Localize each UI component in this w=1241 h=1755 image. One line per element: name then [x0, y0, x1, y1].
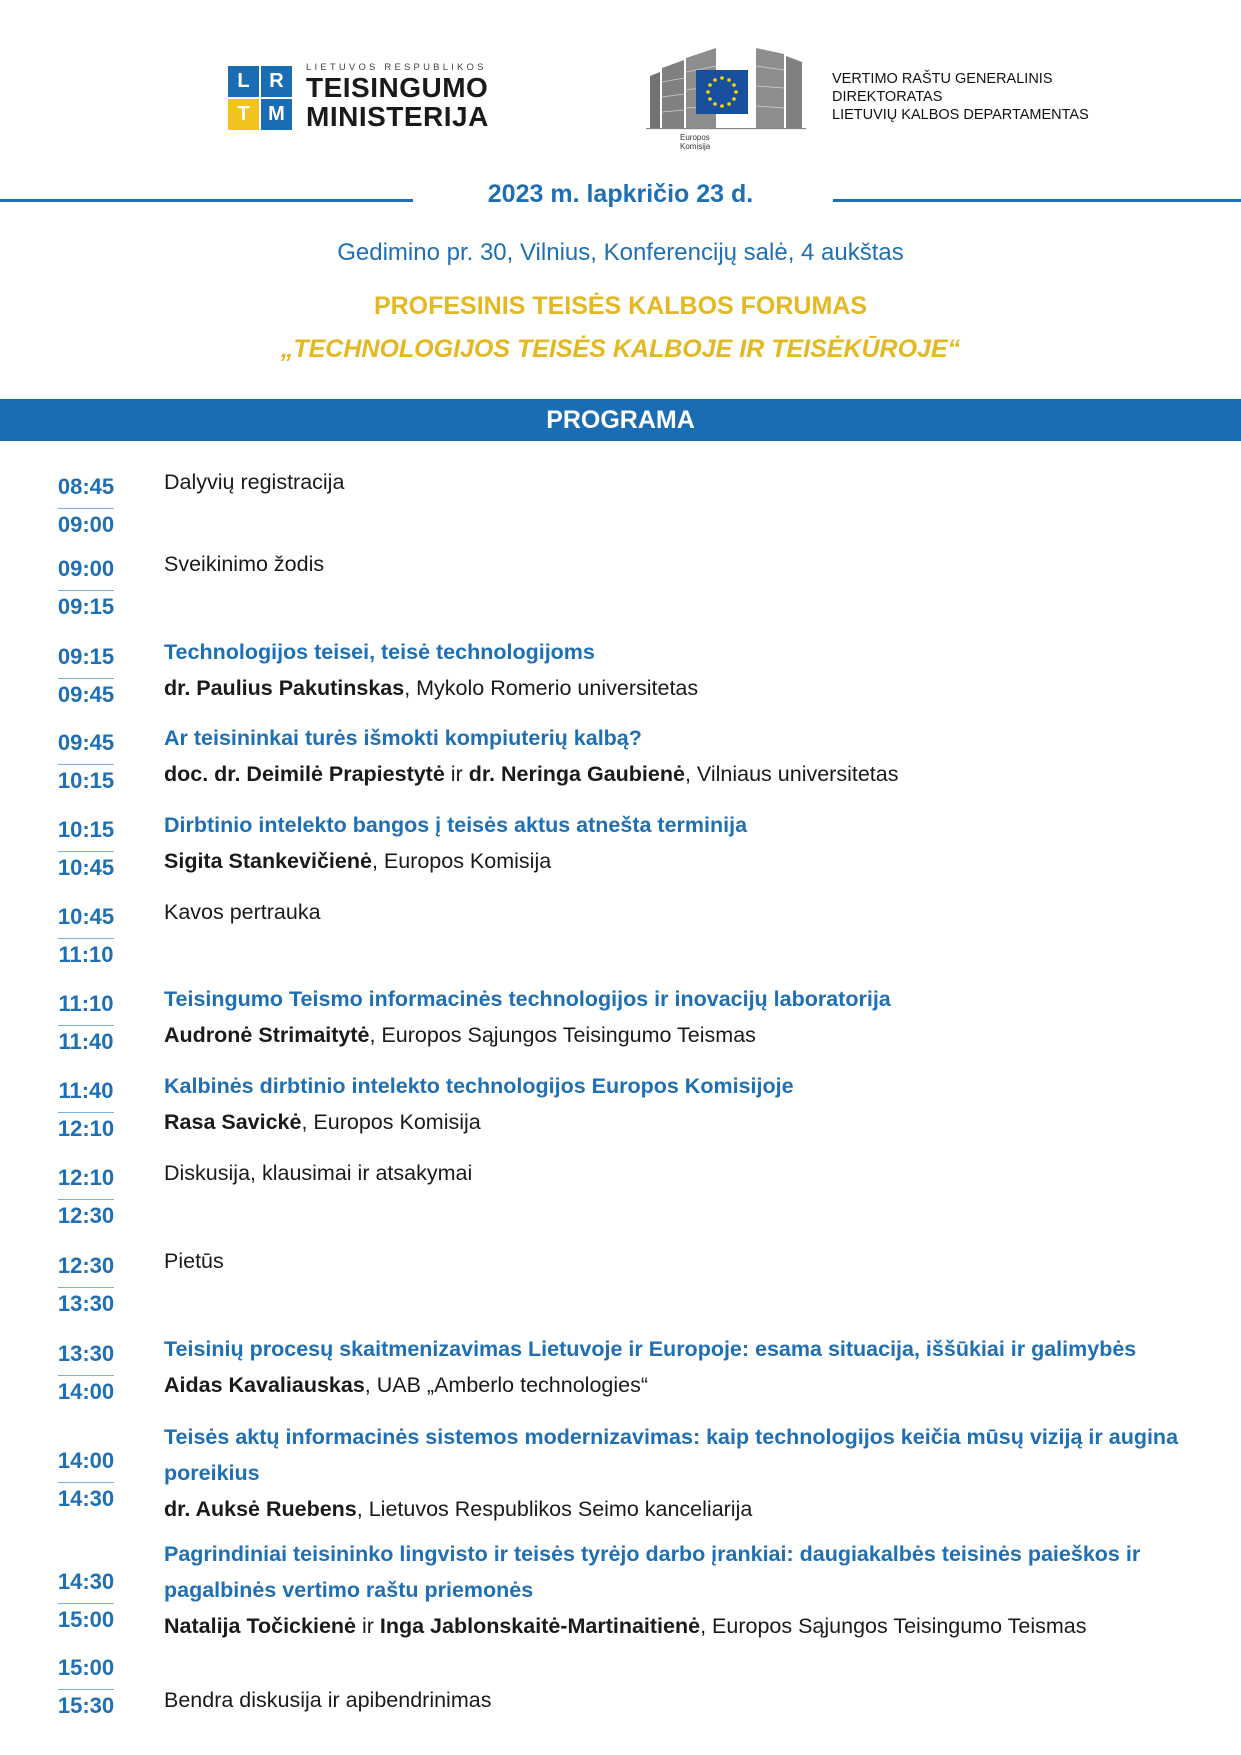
session-content	[164, 1155, 1214, 1191]
ec-line1: VERTIMO RAŠTU GENERALINIS	[832, 71, 1053, 87]
session-label: Kavos pertrauka	[164, 900, 321, 924]
talk-title: Teisės aktų informacinės sistemos modernizavimas: kaip technologijos keičia mūsų viziją ir augina poreikius	[164, 1425, 1179, 1485]
time-divider	[58, 590, 114, 591]
ec-logo-label-2: Komisija	[680, 142, 711, 151]
talk-title: Kalbinės dirbtinio intelekto technologijos Europos Komisijoje	[164, 1074, 794, 1098]
end-time: 12:10	[57, 1116, 115, 1141]
speaker-affiliation: , Europos Sąjungos Teisingumo Teismas	[369, 1023, 756, 1047]
session-content	[164, 546, 1214, 582]
speaker-line	[164, 1491, 1214, 1527]
lrtm-line2: MINISTERIJA	[306, 101, 489, 132]
speaker-affiliation: , Europos Komisija	[301, 1110, 481, 1134]
time-divider	[58, 678, 114, 679]
event-date: 2023 m. lapkričio 23 d.	[487, 180, 754, 208]
speaker-line	[164, 1608, 1214, 1644]
start-time: 11:10	[58, 991, 114, 1016]
start-time: 09:15	[57, 644, 115, 669]
speaker-line	[164, 843, 1214, 879]
end-time: 09:00	[57, 512, 115, 537]
start-time: 10:15	[57, 817, 115, 842]
end-time: 12:30	[57, 1203, 115, 1228]
end-time: 10:45	[57, 855, 115, 880]
speaker-line	[164, 1104, 1214, 1140]
speaker-affiliation: , Lietuvos Respublikos Seimo kanceliarija	[356, 1497, 753, 1521]
lrtm-letter-m: M	[261, 99, 292, 130]
speaker-name: Rasa Savickė	[164, 1110, 302, 1134]
speaker-line	[164, 756, 1214, 792]
end-time: 15:30	[57, 1693, 115, 1718]
talk-title: Technologijos teisei, teisė technologijoms	[164, 640, 595, 664]
session-content	[164, 720, 1214, 792]
end-time: 09:15	[57, 594, 115, 619]
time-divider	[58, 764, 114, 765]
ec-logo-label-1: Europos	[680, 133, 710, 142]
speaker-name: Inga Jablonskaitė-Martinaitienė	[379, 1614, 701, 1638]
start-time: 08:45	[57, 474, 115, 499]
session-label: Dalyvių registracija	[164, 470, 345, 494]
time-divider	[58, 1112, 114, 1113]
time-divider	[58, 1287, 114, 1288]
european-commission-logo	[646, 42, 806, 152]
session-label: Sveikinimo žodis	[164, 552, 325, 576]
speaker-line	[164, 1017, 1214, 1053]
session-content	[164, 1068, 1214, 1140]
speaker-affiliation: , Vilniaus universitetas	[684, 762, 899, 786]
session-label: Bendra diskusija ir apibendrinimas	[164, 1688, 492, 1712]
talk-title: Teisingumo Teismo informacinės technologijos ir inovacijų laboratorija	[164, 987, 891, 1011]
end-time: 09:45	[57, 682, 115, 707]
time-divider	[58, 1025, 114, 1026]
session-content	[164, 981, 1214, 1053]
ec-line2: DIREKTORATAS	[832, 89, 943, 105]
session-content	[164, 894, 1214, 930]
time-divider	[58, 1199, 114, 1200]
speaker-name: dr. Paulius Pakutinskas	[164, 676, 405, 700]
lrtm-letter-l: L	[228, 66, 259, 97]
speaker-name: dr. Neringa Gaubienė	[468, 762, 685, 786]
start-time: 11:40	[58, 1078, 114, 1103]
session-content	[164, 1331, 1214, 1403]
speaker-name: dr. Auksė Ruebens	[164, 1497, 357, 1521]
lrtm-letter-grid	[228, 66, 292, 130]
session-content	[164, 1243, 1214, 1279]
start-time: 10:45	[57, 904, 115, 929]
session-content	[164, 634, 1214, 706]
session-content	[164, 807, 1214, 879]
event-venue: Gedimino pr. 30, Vilnius, Konferencijų salė, 4 aukštas	[337, 239, 904, 266]
lrtm-line1: TEISINGUMO	[306, 72, 489, 103]
speaker-affiliation: , Europos Komisija	[371, 849, 552, 873]
time-divider	[58, 1375, 114, 1376]
start-time: 15:00	[57, 1655, 115, 1680]
event-subtitle: „TECHNOLOGIJOS TEISĖS KALBOJE IR TEISĖKŪROJE“	[280, 335, 961, 363]
program-band	[0, 399, 1241, 441]
end-time: 10:15	[57, 768, 115, 793]
talk-title: Teisinių procesų skaitmenizavimas Lietuvoje ir Europoje: esama situacija, iššūkiai ir galimybės	[164, 1337, 1137, 1361]
session-label: Pietūs	[164, 1249, 224, 1273]
lrtm-letter-t: T	[228, 99, 259, 130]
time-divider	[58, 508, 114, 509]
ec-department-text	[832, 70, 1089, 124]
speaker-conjunction: ir	[356, 1614, 380, 1638]
time-divider	[58, 938, 114, 939]
ec-line3: LIETUVIŲ KALBOS DEPARTAMENTAS	[832, 107, 1089, 123]
speaker-name: Natalija Točickienė	[164, 1614, 356, 1638]
talk-title: Ar teisininkai turės išmokti kompiuterių kalbą?	[164, 726, 642, 750]
end-time: 13:30	[57, 1291, 115, 1316]
talk-title: Pagrindiniai teisininko lingvisto ir teisės tyrėjo darbo įrankiai: daugiakalbės teisinės paieškos ir pagalbinės vertimo raštu priemonės	[164, 1542, 1141, 1602]
end-time: 14:30	[57, 1486, 115, 1511]
start-time: 14:00	[57, 1448, 115, 1473]
end-time: 11:10	[58, 942, 114, 967]
speaker-line	[164, 670, 1214, 706]
session-content	[164, 1682, 1214, 1718]
lrtm-small-caption: LIETUVOS RESPUBLIKOS	[306, 62, 487, 73]
session-label: Diskusija, klausimai ir atsakymai	[164, 1161, 473, 1185]
speaker-conjunction: ir	[444, 762, 469, 786]
lrtm-letter-r: R	[261, 66, 292, 97]
talk-title: Dirbtinio intelekto bangos į teisės aktus atnešta terminija	[164, 813, 748, 837]
end-time: 11:40	[58, 1029, 114, 1054]
time-divider	[58, 1482, 114, 1483]
program-heading: PROGRAMA	[546, 405, 695, 434]
speaker-affiliation: , Mykolo Romerio universitetas	[404, 676, 699, 700]
speaker-line	[164, 1367, 1214, 1403]
speaker-affiliation: , Europos Sąjungos Teisingumo Teismas	[700, 1614, 1087, 1638]
lrtm-wordmark	[306, 62, 489, 131]
time-divider	[58, 1689, 114, 1690]
session-content	[164, 1419, 1214, 1527]
start-time: 09:45	[57, 730, 115, 755]
speaker-name: doc. dr. Deimilė Prapiestytė	[164, 762, 445, 786]
time-divider	[58, 1603, 114, 1604]
session-content	[164, 1536, 1214, 1644]
speaker-name: Aidas Kavaliauskas	[164, 1373, 365, 1397]
end-time: 15:00	[57, 1607, 115, 1632]
session-content	[164, 464, 1214, 500]
start-time: 13:30	[57, 1341, 115, 1366]
event-title: PROFESINIS TEISĖS KALBOS FORUMAS	[373, 292, 868, 320]
start-time: 09:00	[57, 556, 115, 581]
start-time: 12:10	[57, 1165, 115, 1190]
end-time: 14:00	[57, 1379, 115, 1404]
speaker-name: Audronė Strimaitytė	[164, 1023, 370, 1047]
start-time: 14:30	[57, 1569, 115, 1594]
speaker-affiliation: , UAB „Amberlo technologies“	[364, 1373, 649, 1397]
speaker-name: Sigita Stankevičienė	[164, 849, 372, 873]
start-time: 12:30	[57, 1253, 115, 1278]
time-divider	[58, 851, 114, 852]
